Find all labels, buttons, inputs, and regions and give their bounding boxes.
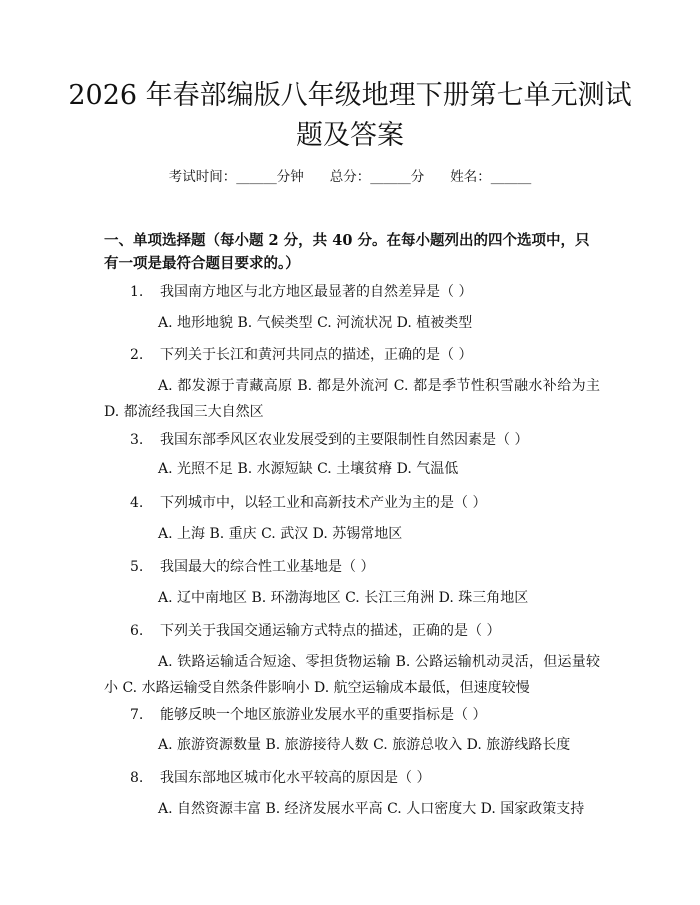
question-6-options: A. 铁路运输适合短途、零担货物运输 B. 公路运输机动灵活，但运量较小 C. 水路运输受自然条件影响小 D. 航空运输成本最低，但速度较慢	[104, 654, 600, 696]
question-7-options: A. 旅游资源数量 B. 旅游接待人数 C. 旅游总收入 D. 旅游线路长度	[158, 737, 571, 753]
student-name-field: 姓名：______	[450, 169, 532, 185]
question-text: 下列关于我国交通运输方式特点的描述，正确的是（ ）	[160, 623, 501, 639]
question-number: 4.	[130, 495, 144, 511]
question-2-options: A. 都发源于青藏高原 B. 都是外流河 C. 都是季节性积雪融水补给为主 D. 都流经我国三大自然区	[104, 378, 600, 420]
total-score-field: 总分：______分	[329, 169, 425, 185]
question-5-options: A. 辽中南地区 B. 环渤海地区 C. 长江三角洲 D. 珠三角地区	[158, 590, 529, 606]
question-3	[130, 429, 600, 451]
question-2	[130, 344, 600, 366]
exam-info-line	[0, 166, 700, 188]
question-6	[130, 620, 600, 642]
question-4-options: A. 上海 B. 重庆 C. 武汉 D. 苏锡常地区	[158, 526, 403, 542]
question-4	[130, 492, 600, 514]
question-1	[130, 281, 600, 303]
question-text: 能够反映一个地区旅游业发展水平的重要指标是（ ）	[160, 707, 487, 723]
question-number: 2.	[130, 347, 144, 363]
question-text: 我国最大的综合性工业基地是（ ）	[160, 559, 375, 575]
question-text: 我国南方地区与北方地区最显著的自然差异是（ ）	[160, 284, 473, 300]
question-text: 我国东部季风区农业发展受到的主要限制性自然因素是（ ）	[160, 432, 529, 448]
question-number: 8.	[130, 770, 144, 786]
question-number: 1.	[130, 284, 144, 300]
question-8	[130, 767, 600, 789]
question-number: 5.	[130, 559, 144, 575]
question-number: 3.	[130, 432, 144, 448]
question-8-options: A. 自然资源丰富 B. 经济发展水平高 C. 人口密度大 D. 国家政策支持	[158, 801, 585, 817]
question-text: 下列关于长江和黄河共同点的描述，正确的是（ ）	[160, 347, 473, 363]
page-title: 2026 年春部编版八年级地理下册第七单元测试题及答案	[68, 80, 632, 151]
question-3-options: A. 光照不足 B. 水源短缺 C. 土壤贫瘠 D. 气温低	[158, 461, 459, 477]
exam-time-field: 考试时间：______分钟	[168, 169, 304, 185]
question-1-options: A. 地形地貌 B. 气候类型 C. 河流状况 D. 植被类型	[158, 315, 473, 331]
question-7	[130, 704, 600, 726]
question-text: 我国东部地区城市化水平较高的原因是（ ）	[160, 770, 431, 786]
question-text: 下列城市中，以轻工业和高新技术产业为主的是（ ）	[160, 495, 487, 511]
question-5	[130, 556, 600, 578]
question-number: 7.	[130, 707, 144, 723]
section-heading: 一、单项选择题（每小题 2 分，共 40 分。在每小题列出的四个选项中，只有一项是最符合题目要求的。）	[104, 232, 590, 272]
question-number: 6.	[130, 623, 144, 639]
